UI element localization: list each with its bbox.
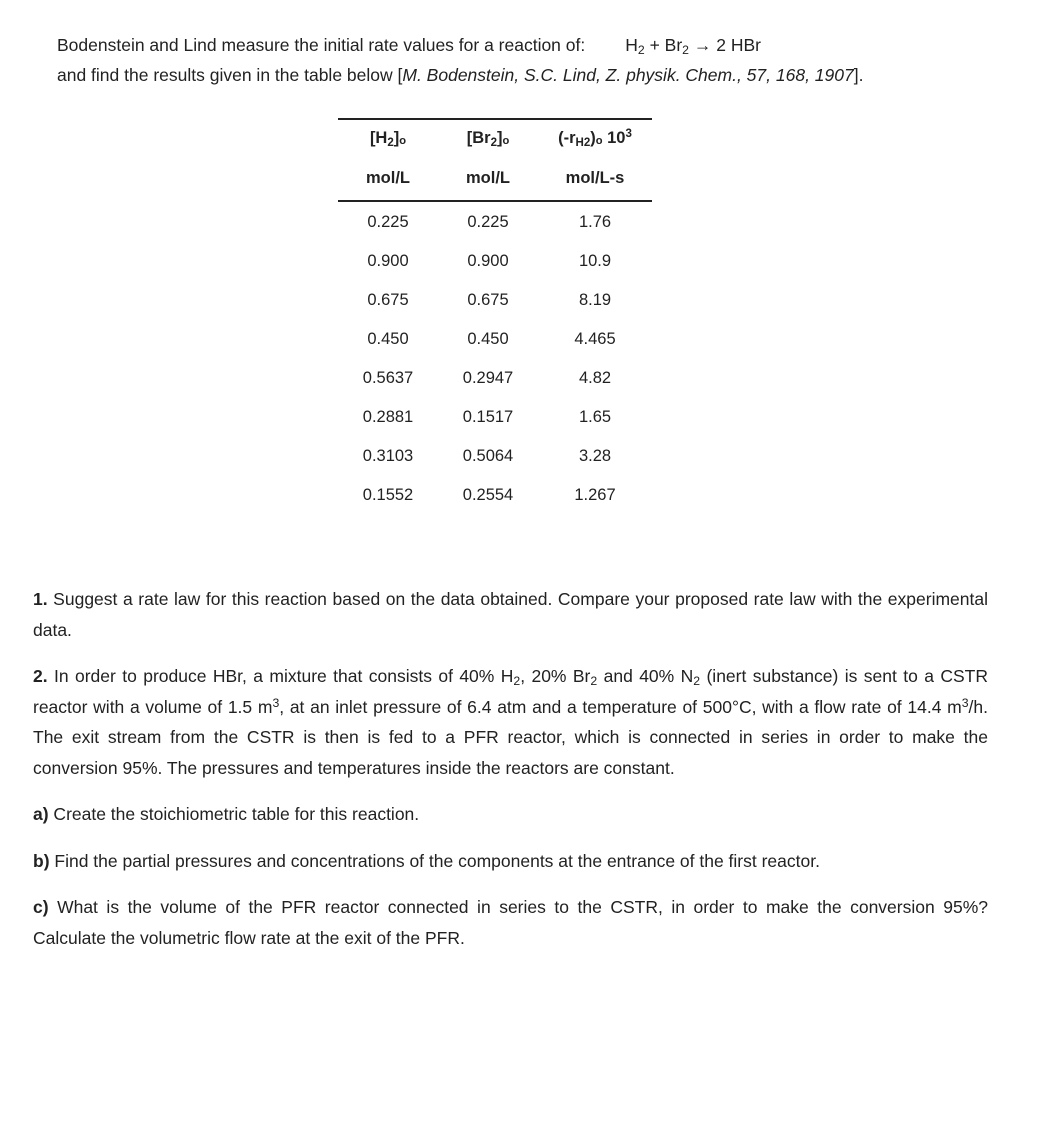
- citation: M. Bodenstein, S.C. Lind, Z. physik. Chem., 57, 168, 1907: [402, 65, 854, 85]
- header-rate: $(-r_{H2})_o$ $10^3$: [538, 119, 652, 156]
- table-row: 0.675 0.675 8.19: [367, 291, 612, 309]
- question-2a: a) Create the stoichiometric table for this reaction.: [33, 804, 420, 824]
- header-br2-conc: $[Br_2]_o$: [438, 119, 538, 156]
- unit-h2: mol/L: [338, 156, 438, 201]
- intro-line-1: [57, 30, 1017, 60]
- question-1: 1. Suggest a rate law for this reaction based on the data obtained. Compare your proposed rate law with the experimental data.: [33, 589, 988, 640]
- questions-section: [33, 584, 988, 969]
- reaction-equation: $H_2 + Br_2 \to 2$ HBr: [625, 35, 761, 58]
- table-row: 0.5637 0.2947 4.82: [362, 369, 612, 387]
- question-2c: c) What is the volume of the PFR reactor connected in series to the CSTR, in order to make the conversion 95%? Calculate the volumetric flow rate at the exit of the PFR.: [33, 897, 988, 948]
- table-row: 0.2881 0.1517 1.65: [362, 408, 612, 426]
- question-2b: b) Find the partial pressures and concentrations of the components at the entrance of the first reactor.: [33, 850, 820, 871]
- question-2: 2. In order to produce HBr, a mixture that consists of 40% $H_2$, 20% $Br_2$ and 40% $N_2$ (inert substance) is sent to a CSTR reactor with a volume of 1.5 $m^3$, at an inlet pressure of 6.4 atm and a temperature of 500°C, with a flow rate of 14.4 $m^3/h$. The exit stream from the CSTR is then is fed to a PFR reactor, which is connected in series in order to make the conversion 95%. The pressures and temperatures inside the reactors are constant.: [33, 666, 988, 778]
- table-row: 0.900 0.900 10.9: [367, 252, 612, 270]
- intro-paragraph: [57, 30, 1017, 90]
- table-row: 0.225 0.225 1.76: [367, 213, 612, 231]
- table-unit-row: [338, 156, 652, 201]
- rate-data-table: [338, 118, 652, 515]
- intro-line-2: and find the results given in the table below [M. Bodenstein, S.C. Lind, Z. physik. Chem., 57, 168, 1907].: [57, 65, 864, 85]
- header-h2-conc: $[H_2]_o$: [338, 119, 438, 156]
- table-row: 0.450 0.450 4.465: [367, 330, 616, 348]
- unit-rate: mol/L-s: [538, 156, 652, 201]
- table-header-row: [338, 119, 652, 156]
- intro-text: Bodenstein and Lind measure the initial rate values for a reaction of:: [57, 35, 586, 55]
- table-row: 0.3103 0.5064 3.28: [362, 447, 612, 465]
- table-row: 0.1552 0.2554 1.267: [362, 486, 616, 504]
- unit-br2: mol/L: [438, 156, 538, 201]
